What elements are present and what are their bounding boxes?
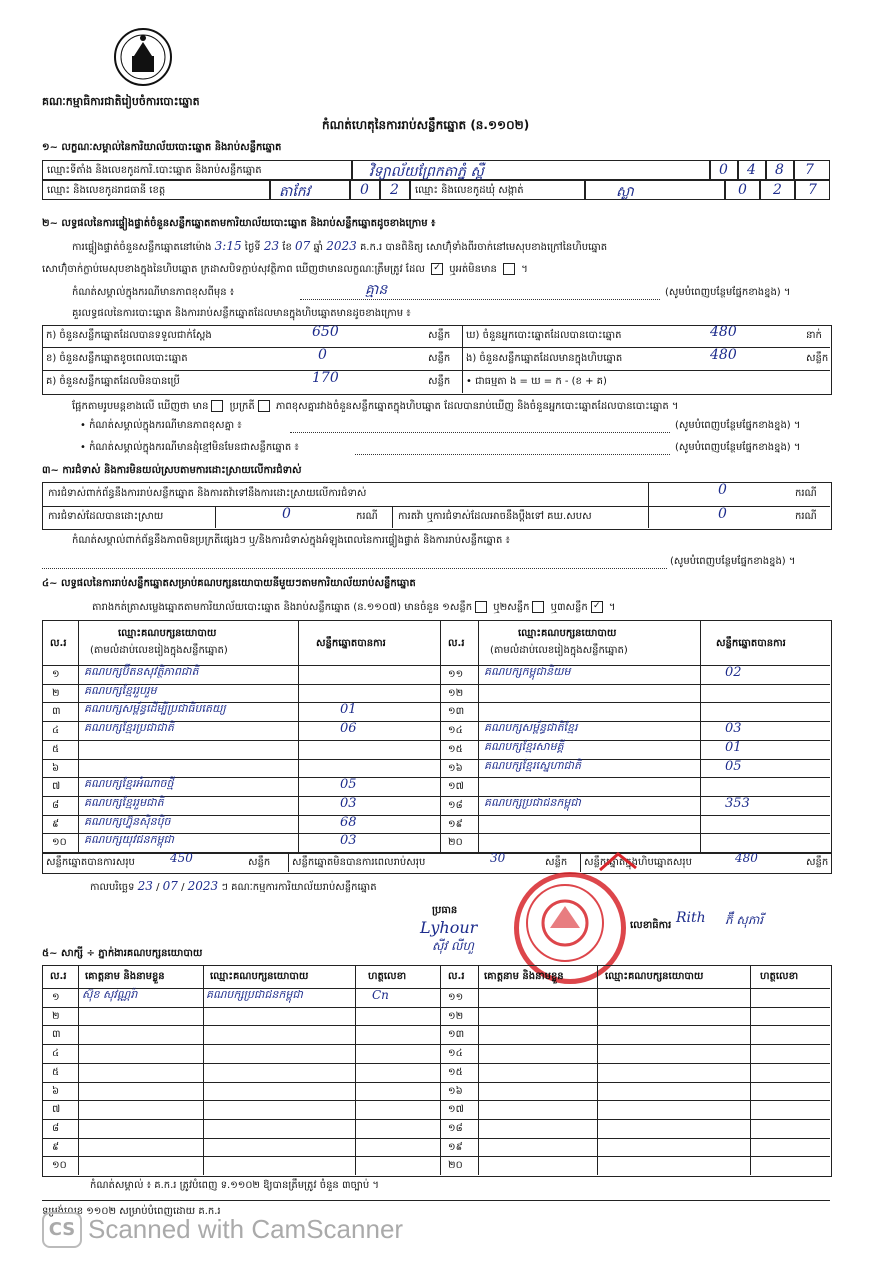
table-row-no: ៨: [52, 800, 60, 811]
section1-title: ១~ លក្ខណៈសម្គាល់នៃការិយាល័យបោះឆ្នោត និងរាប់សន្លឹកឆ្នោត: [42, 142, 282, 153]
totals-row: [42, 852, 832, 874]
table-row-party: គណបក្សសម្ព័ន្ធជាតិខ្មែរ: [484, 721, 578, 734]
witness-row-divider: [42, 1082, 830, 1083]
objections-note: កំណត់សម្គាល់ពាក់ព័ន្ធនឹងភាពមិនប្រក្រតីផ្សេងៗ ឬ/និងការជំទាស់ក្នុងអំឡុងពេលនៃការផ្ទៀងផ្ទាត់ និងការរាប់សន្លឹកឆ្នោត ៖: [72, 535, 510, 546]
code1-digit: 4: [738, 160, 766, 180]
col-party-sub-2: (តាមលំដាប់លេខរៀងក្នុងសន្លឹកឆ្នោត): [490, 645, 628, 656]
witness-row-no: ១២: [448, 1011, 464, 1022]
witness-row-divider: [42, 1138, 830, 1139]
section2-title: ២~ លទ្ធផលនៃការផ្ទៀងផ្ទាត់ចំនួនសន្លឹកឆ្នោតតាមការិយាល័យបោះឆ្នោត និងរាប់សន្លឹកឆ្នោតដូចខាងក្រោម ៖: [42, 218, 436, 229]
valid-total-value: 450: [170, 851, 193, 865]
witness-row-no: ១: [52, 992, 60, 1003]
table-row-no: ២០: [448, 837, 463, 848]
witness-row-no: ២: [52, 1011, 60, 1022]
commune-label-cell: [410, 180, 585, 200]
col-votes-header: សន្លឹកឆ្នោតបានការ: [316, 638, 386, 649]
witness-row-divider: [42, 1044, 830, 1045]
w-col-party: ឈ្មោះគណបក្សនយោបាយ: [210, 971, 309, 982]
camscanner-logo: CS: [42, 1212, 82, 1248]
table-row-no: ៥: [52, 744, 60, 755]
witness-row-no: ៤: [52, 1048, 60, 1059]
witness-row-no: ១៤: [448, 1048, 463, 1059]
row-kha-value: 0: [318, 347, 327, 363]
chair-name: ស៊ីវ លីហួ: [432, 939, 474, 953]
w-col-party-2: ឈ្មោះគណបក្សនយោបាយ: [605, 971, 704, 982]
witness-row-no: ១៨: [448, 1123, 463, 1134]
table-row-votes: 68: [340, 815, 357, 830]
row-ngo-value: 480: [710, 347, 737, 363]
table-row-no: ១៩: [448, 819, 463, 830]
col-no-header: ល.រ: [50, 638, 67, 649]
section3-title: ៣~ ការជំទាស់ និងការមិនយល់ស្របតាមការដោះស្រាយលើការជំទាស់: [42, 465, 302, 476]
one-sheet-checkbox[interactable]: [475, 601, 487, 613]
note-diff-value: គ្មាន: [365, 282, 388, 298]
table-row-no: ៤: [52, 725, 60, 736]
table-row-party: គណបក្សខ្មែររួមជាតិ: [84, 796, 164, 809]
row-ngo-label: ង) ចំនួនសន្លឹកឆ្នោតដែលមានក្នុងហិបឆ្នោត: [466, 353, 623, 364]
witness-row-sig: Cn: [372, 988, 389, 1002]
code2-digit: 0: [350, 180, 380, 200]
invalid-total-value: 30: [490, 851, 506, 865]
code1-digit: 0: [710, 160, 738, 180]
table-row-party: គណបក្សប្រជាជនកម្ពុជា: [484, 796, 581, 809]
table-row-party: គណបក្សខ្មែរអំណាចថ្មី: [84, 777, 174, 790]
code3-digit: 2: [760, 180, 795, 200]
table-row-votes: 05: [340, 777, 357, 792]
stamp-mark: [598, 852, 638, 872]
witness-row-no: ១៣: [448, 1029, 465, 1040]
witness-row-divider: [42, 1119, 830, 1120]
verify-text-2: សោហ៊ុំចាក់ក្លាប់មេសុបខាងក្នុងនៃហិបឆ្នោត ក្រដាសបិទភ្ជាប់សុវត្ថិភាព ឃើញថាមានលក្ខណៈត្រឹមត្រូវ ដែល ✓ ឬអត់មិនមាន ។: [42, 263, 528, 275]
resolved-label: ការជំទាស់ដែលបានដោះស្រាយ: [48, 511, 164, 522]
table-row-no: ១២: [448, 688, 464, 699]
appeal-value: 0: [718, 506, 727, 522]
valid-total-label: សន្លឹកឆ្នោតបានការសរុប: [46, 857, 135, 868]
s1-row1-label-cell: [42, 160, 352, 180]
code1-digit: 7: [794, 160, 830, 180]
code1-digit: 8: [766, 160, 794, 180]
witness-table: [42, 965, 832, 1177]
s1-row1-value: វិទ្យាល័យព្រែកតាភ្នំ ស្ពឺ: [369, 164, 484, 180]
witness-row-no: ៧: [52, 1104, 61, 1115]
table-row-no: ៣: [52, 706, 61, 717]
note-diff-label: កំណត់សម្គាល់ក្នុងករណីមានភាពខុសពីមុន ៖: [72, 287, 235, 298]
witness-row-divider: [42, 1063, 830, 1064]
chair-label: ប្រធាន: [432, 905, 458, 916]
code3-digit: 0: [725, 180, 760, 200]
form-footer: ទម្រង់លេខ ១១០២ សម្រាប់បំពេញដោយ គ.ក.រ: [42, 1206, 221, 1217]
nec-logo: [112, 26, 174, 88]
table-row-votes: 01: [340, 702, 357, 717]
fill-note: (សូមបំពេញបន្ថែមផ្នែកខាងខ្នង) ។: [665, 287, 791, 298]
w-col-sig: ហត្ថលេខា: [368, 971, 407, 982]
witness-row-divider: [42, 1025, 830, 1026]
table-row-party: គណបក្សប៊ីតនសុវត្ថិភាពជាតិ: [84, 665, 199, 678]
no-checkbox[interactable]: [503, 263, 515, 275]
date-line: កាលបរិច្ឆេទ 23 / 07 / 2023 ៗ គណៈកម្មការការិយាល័យរាប់សន្លឹកឆ្នោត: [90, 879, 377, 893]
row-kho-value: 480: [710, 324, 737, 340]
table-row-party: គណបក្សកម្ពុជានិយម: [484, 665, 571, 678]
table-row-divider: [42, 740, 830, 741]
verify-day: 23: [263, 239, 280, 253]
w-col-name: គោត្តនាម និងនាមខ្លួន: [85, 971, 165, 982]
witness-row-divider: [42, 1100, 830, 1101]
verify-year: 2023: [326, 239, 357, 253]
footnote: កំណត់សម្គាល់ ៖ គ.ក.រ ត្រូវបំពេញ ទ.១១០២ ឱ្យបានត្រឹមត្រូវ ចំនួន ៣ច្បាប់ ។: [90, 1180, 379, 1191]
resolved-value: 0: [282, 506, 291, 522]
s1-row2-label: ឈ្មោះ និងលេខកូដរាជធានី ខេត្ត: [47, 185, 166, 196]
tally-sheets: តារាងកត់ត្រាសម្លេងឆ្នោតតាមការិយាល័យបោះឆ្នោត និងរាប់សន្លឹកឆ្នោត (ន.១១០៧) មានចំនួន ១សន្លឹក ឬ២សន្លឹក ឬ៣សន្លឹក ✓ ។: [92, 601, 616, 613]
witness-row-no: ១៥: [448, 1067, 463, 1078]
witness-row-no: ២០: [448, 1160, 463, 1171]
table-row-no: ២: [52, 688, 60, 699]
bullet-diff: • កំណត់សម្គាល់ក្នុងករណីមានភាពខុសគ្នា ៖: [80, 420, 242, 431]
results-intro: គួរលទ្ធផលនៃការបោះឆ្នោត និងការរាប់សន្លឹកឆ្នោតដែលមានក្នុងហិបឆ្នោតមានដូចខាងក្រោម ៖: [72, 308, 411, 319]
formula-check: ផ្អែកតាមរូបមន្តខាងលើ ឃើញថា មាន ប្រក្រតី ភាពខុសគ្នារវាងចំនួនសន្លឹកឆ្នោតក្នុងហិបឆ្នោត ដែលបានរាប់ឃើញ និងចំនួនអ្នកបោះឆ្នោតដែលបានបោះឆ្នោត ។: [72, 401, 679, 412]
table-row-party: គណបក្សខ្មែររួបរួម: [84, 684, 157, 697]
province-value: តាកែវ: [279, 184, 311, 200]
table-row-votes: 05: [725, 759, 742, 774]
table-row-no: ១១: [448, 669, 464, 680]
row-kho-label: ឃ) ចំនួនអ្នកបោះឆ្នោតដែលបានបោះឆ្នោត: [466, 330, 622, 341]
formula: • ជាធម្មតា ង = ឃ = ក - (ខ + គ): [466, 376, 607, 387]
col-party-header-2: ឈ្មោះគណបក្សនយោបាយ: [518, 628, 617, 639]
two-sheet-checkbox[interactable]: [532, 601, 544, 613]
table-row-party: គណបក្សយុវជនកម្ពុជា: [84, 833, 175, 846]
table-row-party: គណបក្សហ្វ៊ុនស៊ិនប៉ិច: [84, 815, 171, 828]
col-votes-header-2: សន្លឹកឆ្នោតបានការ: [716, 638, 786, 649]
col-no-header-2: ល.រ: [448, 638, 465, 649]
witness-row-no: ១៦: [448, 1086, 463, 1097]
witness-row-name: ស៊ុខ សុវណ្ណរ៉ា: [82, 988, 138, 1001]
row-ko-value: 170: [312, 370, 339, 386]
table-row-no: ១៣: [448, 706, 465, 717]
witness-row-no: ១៩: [448, 1142, 463, 1153]
table-row-no: ១៤: [448, 725, 463, 736]
witness-row-no: ៣: [52, 1029, 61, 1040]
table-row-party: គណបក្សខ្មែរសាមគ្គី: [484, 740, 564, 753]
table-row-no: ៩: [52, 819, 60, 830]
row-ka-value: 650: [312, 324, 339, 340]
witness-row-no: ៥: [52, 1067, 60, 1078]
verify-time: 3:15: [214, 239, 242, 253]
s1-row1-label: ឈ្មោះទីតាំង និងលេខកូដការិ.បោះឆ្នោត និងរាប់សន្លឹកឆ្នោត: [47, 165, 262, 176]
table-row-votes: 06: [340, 721, 357, 736]
witness-row-no: ១១: [448, 992, 464, 1003]
invalid-total-label: សន្លឹកឆ្នោតមិនបានការពេលរាប់សរុប: [292, 857, 426, 868]
witness-row-no: ១៧: [448, 1104, 464, 1115]
secretary-label: លេខាធិការ: [630, 920, 672, 931]
s1-row2-label-cell: [42, 180, 270, 200]
row-ko-label: គ) ចំនួនសន្លឹកឆ្នោតដែលមិនបានប្រើ: [46, 376, 180, 387]
commune-label: ឈ្មោះ និងលេខកូដឃុំ សង្កាត់: [415, 185, 524, 196]
table-row-divider: [42, 684, 830, 685]
table-row-votes: 353: [725, 796, 750, 811]
table-row-votes: 03: [340, 796, 357, 811]
committee-name: គណៈកម្មាធិការជាតិរៀបចំការបោះឆ្នោត: [42, 95, 200, 108]
yes-checkbox[interactable]: ✓: [431, 263, 443, 275]
table-row-no: ១៥: [448, 744, 463, 755]
table-row-party: គណបក្សសម្ព័ន្ធដើម្បីប្រជាធិបតេយ្យ: [84, 702, 226, 715]
table-row-votes: 03: [340, 833, 357, 848]
col-party-sub: (តាមលំដាប់លេខរៀងក្នុងសន្លឹកឆ្នោត): [90, 645, 228, 656]
table-row-no: ១៧: [448, 781, 464, 792]
secretary-signature: Rith: [676, 910, 706, 926]
table-row-no: ១៦: [448, 763, 463, 774]
row-ka-label: ក) ចំនួនសន្លឹកឆ្នោតដែលបានទទួលជាក់ស្តែង: [46, 330, 212, 341]
witness-row-no: ១០: [52, 1160, 67, 1171]
commune-value-cell: [585, 180, 725, 200]
table-row-no: ១: [52, 669, 60, 680]
witness-row-no: ៨: [52, 1123, 60, 1134]
document-title: កំណត់ហេតុនៃការរាប់សន្លឹកឆ្នោត (ន.១១០២): [322, 118, 530, 132]
witness-row-no: ៩: [52, 1142, 60, 1153]
appeal-label: ការតវ៉ា ឬការជំទាស់ដែលអាចនឹងប្តឹងទៅ គឃ.សបស: [398, 511, 592, 522]
section4-title: ៤~ លទ្ធផលនៃការរាប់សន្លឹកឆ្នោតសម្រាប់គណបក្សនយោបាយនីមួយៗតាមការិយាល័យរាប់សន្លឹកឆ្នោត: [42, 578, 416, 589]
witness-row-divider: [42, 1156, 830, 1157]
verify-text: ការផ្ទៀងផ្ទាត់ចំនួនសន្លឹកឆ្នោតនៅម៉ោង 3:15 ថ្ងៃទី 23 ខែ 07 ឆ្នាំ 2023 គ.ក.រ បានពិនិត្យ សោហ៊ុំទាំងពីរចាក់នៅមេសុបខាងក្រៅនៃហិបឆ្នោត: [72, 239, 608, 253]
table-row-party: គណបក្សខ្មែរស្នេហាជាតិ: [484, 759, 582, 772]
table-row-votes: 02: [725, 665, 742, 680]
chair-signature: Lyhour: [420, 918, 478, 937]
w-col-no: ល.រ: [50, 971, 67, 982]
row-kha-label: ខ) ចំនួនសន្លឹកឆ្នោតខូចពេលបោះឆ្នោត: [46, 353, 188, 364]
objection-row1-label: ការជំទាស់ពាក់ព័ន្ធនឹងការរាប់សន្លឹកឆ្នោត និងការតវ៉ាទៅនឹងការដោះស្រាយលើការជំទាស់: [48, 488, 367, 499]
table-row-no: ១៨: [448, 800, 463, 811]
normal-checkbox[interactable]: [258, 400, 270, 412]
code3-digit: 7: [795, 180, 830, 200]
bullet-foreign: • កំណត់សម្គាល់ក្នុងករណីមានដុំខ្មៅមិនមែនជាសន្លឹកឆ្នោត ៖: [80, 442, 299, 453]
w-col-name-2: គោត្តនាម និងនាមខ្លួន: [484, 971, 564, 982]
three-sheet-checkbox[interactable]: ✓: [591, 601, 603, 613]
witness-row-no: ៦: [52, 1086, 60, 1097]
witness-row-party: គណបក្សប្រជាជនកម្ពុជា: [206, 988, 303, 1001]
table-row-votes: 03: [725, 721, 742, 736]
w-col-no-2: ល.រ: [448, 971, 465, 982]
box-total-label: សន្លឹកឆ្នោតក្នុងហិបឆ្នោតសរុប: [584, 857, 692, 868]
box-total-value: 480: [735, 851, 758, 865]
secretary-name: ភ៊ឹ សុភារី: [725, 913, 764, 927]
verify-month: 07: [295, 239, 311, 253]
objection-row1-value: 0: [718, 482, 727, 498]
section5-title: ៥~ សាក្សី ÷ ភ្នាក់ងារគណបក្សនយោបាយ: [42, 948, 203, 959]
table-row-votes: 01: [725, 740, 742, 755]
commune-value: ស្លា: [616, 184, 634, 200]
col-party-header: ឈ្មោះគណបក្សនយោបាយ: [118, 628, 217, 639]
w-col-sig-2: ហត្ថលេខា: [760, 971, 799, 982]
province-value-cell: [270, 180, 350, 200]
table-row-divider: [42, 759, 830, 760]
table-row-no: ៧: [52, 781, 61, 792]
code2-digit: 2: [380, 180, 410, 200]
has-checkbox[interactable]: [211, 400, 223, 412]
table-row-no: ៦: [52, 763, 60, 774]
witness-row-divider: [42, 1007, 830, 1008]
camscanner-watermark: Scanned with CamScanner: [88, 1214, 404, 1244]
table-row-party: គណបក្សខ្មែរប្រជាជាតិ: [84, 721, 174, 734]
s1-row1-value-cell: [352, 160, 710, 180]
table-row-no: ១០: [52, 837, 67, 848]
